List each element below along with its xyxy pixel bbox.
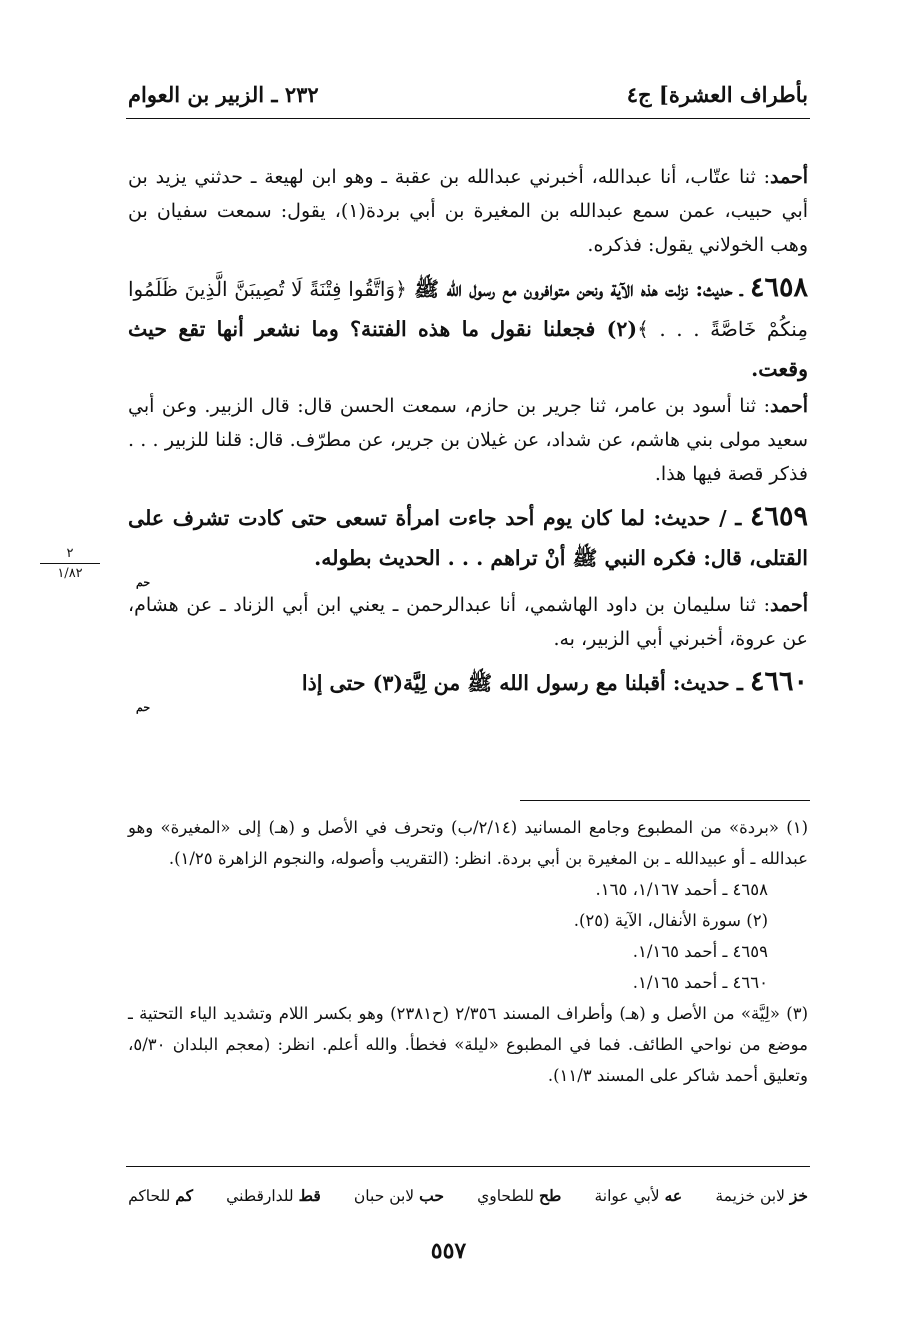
legend-item: قط للدارقطني: [226, 1186, 321, 1205]
margin-page-reference: [40, 546, 100, 581]
isnad-2: [128, 389, 808, 491]
isnad-1-text: : ثنا عتّاب، أنا عبدالله، أخبرني عبدالله بن عقبة ـ وهو ابن لهيعة ـ حدثني يزيد بن أبي حبيب، عمن سمع عبدالله بن المغيرة بن أبي بردة(١)، يقول: سمعت سفيان بن وهب الخولاني يقول: فذكره.: [128, 166, 809, 256]
isnad-1: [128, 160, 808, 262]
hadith-4660: [128, 662, 808, 713]
hadith-4658: [128, 268, 808, 389]
hadith-4660-number: ٤٦٦٠: [749, 666, 808, 697]
hadith-4659-number: ٤٦٥٩: [749, 501, 808, 532]
legend-item: عه لأبي عوانة: [594, 1186, 683, 1205]
footnote-rule: [520, 800, 810, 801]
legend-item: طح للطحاوي: [477, 1186, 562, 1205]
footnotes: [128, 812, 808, 1091]
margin-page: ١/٨٢: [57, 566, 83, 581]
hadith-4659-source-mark: حم: [136, 576, 151, 589]
hadith-4660-text: ـ حديث: أقبلنا مع رسول الله ﷺ من لِيَّة(٣) حتى إذا: [301, 671, 750, 695]
isnad-3: [128, 588, 808, 656]
hadith-4659-text: ـ / حديث: لما كان يوم أحد جاءت امرأة تسعى حتى كادت تشرف على القتلى، قال: فكره النبي ﷺ أنْ تراهم . . . الحديث بطوله.: [128, 506, 808, 570]
legend-item: حب لابن حبان: [353, 1186, 444, 1205]
page-number: ٥٥٧: [430, 1238, 467, 1264]
legend-item: كم للحاكم: [128, 1186, 193, 1205]
footnote-2: (٢) سورة الأنفال، الآية (٢٥).: [573, 911, 768, 930]
hadith-4658-number: ٤٦٥٨: [750, 272, 809, 303]
reference-4659: ٤٦٥٩ ـ أحمد ١/١٦٥.: [632, 942, 768, 961]
reference-4660: ٤٦٦٠ ـ أحمد ١/١٦٥.: [632, 973, 768, 992]
isnad-3-label: أحمد: [770, 594, 808, 616]
isnad-3-text: : ثنا سليمان بن داود الهاشمي، أنا عبدالرحمن ـ يعني ابن أبي الزناد ـ عن هشام، عن عروة، أخبرني أبي الزبير، به.: [128, 594, 808, 650]
reference-4658: ٤٦٥٨ ـ أحمد ١/١٦٧، ١٦٥.: [595, 880, 768, 899]
abbreviation-legend: [128, 1186, 808, 1205]
margin-volume: ٢: [66, 546, 74, 561]
footnote-3: (٣) «لِيَّة» من الأصل و (هـ) وأطراف المسند ٢/٣٥٦ (ح٢٣٨١) وهو بكسر اللام وتشديد الياء التحتية ـ موضع من نواحي الطائف. فما في المطبوع «ليلة» فخطأ. والله أعلم. انظر: (معجم البلدان ٥/٣٠، وتعليق أحمد شاكر على المسند ١١/٣).: [128, 1004, 808, 1085]
header-book-title: بأطراف العشرة] ج٤: [626, 82, 808, 107]
footnote-1: (١) «بردة» من المطبوع وجامع المسانيد (٢/١٤/ب) وتحرف في الأصل و (هـ) إلى «المغيرة» وهو عبدالله ـ أو عبيدالله ـ بن المغيرة بن أبي بردة. انظر: (التقريب وأصوله، والنجوم الزاهرة ١/٢٥).: [128, 818, 808, 868]
margin-divider: [40, 563, 100, 564]
isnad-2-text: : ثنا أسود بن عامر، ثنا جرير بن حازم، سمعت الحسن قال: قال الزبير. وعن أبي سعيد مولى بني هاشم، عن شداد، عن غيلان بن جرير، عن مطرّف. قال: قلنا للزبير . . . فذكر قصة فيها هذا.: [128, 395, 808, 485]
hadith-4659: [128, 497, 808, 588]
hadith-4660-source-mark: حم: [136, 701, 151, 714]
header-rule: [126, 118, 810, 119]
header-section-title: ٢٣٢ ـ الزبير بن العوام: [128, 82, 319, 107]
isnad-2-label: أحمد: [770, 395, 808, 417]
hadith-4658-ayah: ﴿وَاتَّقُوا فِتْنَةً لَا تُصِيبَنَّ الَّذِينَ ظَلَمُوا مِنكُمْ خَاصَّةً . . . ﴾: [128, 277, 808, 341]
legend-rule: [126, 1166, 810, 1167]
hadith-4658-text: ـ حديث: نزلت هذه الآية ونحن متوافرون مع رسول الله ﷺ: [406, 277, 750, 301]
legend-item: خز لابن خزيمة: [715, 1186, 808, 1205]
main-text: [128, 160, 808, 713]
isnad-1-label: أحمد: [770, 166, 808, 188]
hadith-4658-rest: (٢) فجعلنا نقول ما هذه الفتنة؟ وما نشعر أنها تقع حيث وقعت.: [128, 317, 808, 381]
